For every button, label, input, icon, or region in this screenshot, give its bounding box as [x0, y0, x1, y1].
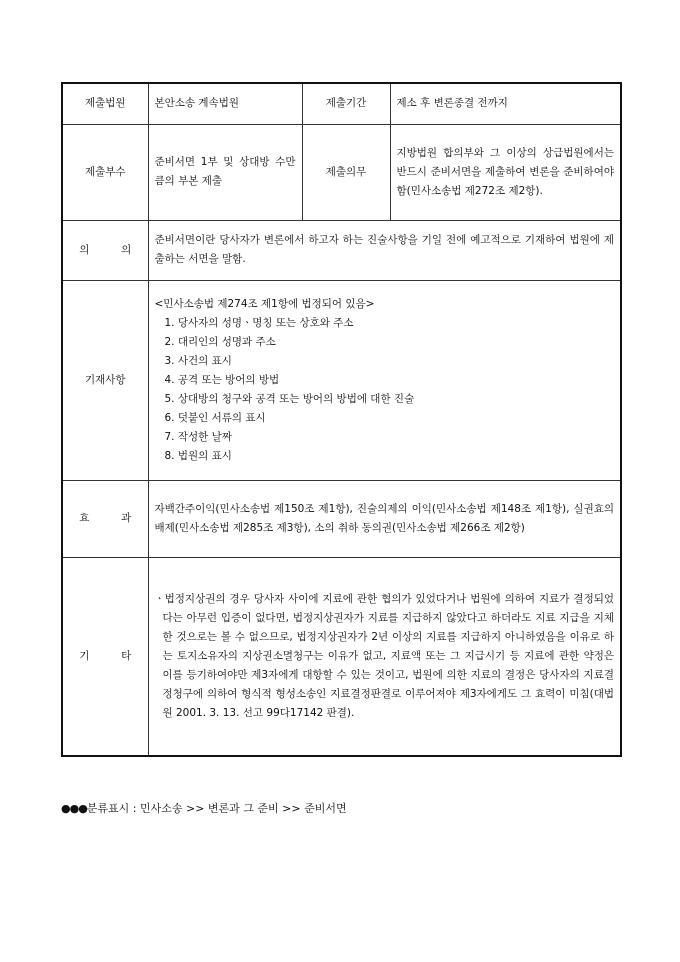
row-other — [62, 557, 621, 756]
label-obligation: 제출의무 — [302, 124, 390, 220]
row-copies — [62, 124, 621, 220]
info-table — [61, 82, 622, 757]
label-entries: 기재사항 — [62, 280, 148, 480]
row-court — [62, 83, 621, 124]
entries-heading: <민사소송법 제274조 제1항에 법정되어 있음> — [154, 297, 375, 310]
classification-footer — [61, 800, 347, 816]
entries-item: 7. 작성한 날짜 — [164, 430, 232, 443]
row-meaning — [62, 220, 621, 280]
label-meaning: 의 의 — [79, 243, 132, 256]
value-obligation: 지방법원 합의부와 그 이상의 상급법원에서는 반드시 준비서면을 제출하여 변론을 준비하여야 함(민사소송법 제272조 제2항). — [390, 124, 621, 220]
label-deadline: 제출기간 — [302, 83, 390, 124]
entries-item: 6. 덧붙인 서류의 표시 — [164, 411, 266, 424]
row-effect — [62, 480, 621, 557]
label-copies: 제출부수 — [62, 124, 148, 220]
value-entries — [148, 280, 621, 480]
row-entries — [62, 280, 621, 480]
value-other: ㆍ법정지상권의 경우 당사자 사이에 지료에 관한 협의가 있었다거나 법원에 의하여 지료가 결정되었다는 아무런 입증이 없다면, 법정지상권자가 지료를 지급하지 않았다고 하더라도 지료 지급을 지체한 것으로는 볼 수 없으므로, 법정지상권자가 2년 이상의 지료를 지급하지 아니하였음을 이유로 하는 토지소유자의 지상권소멸청구는 이유가 없고, 지료액 또는 그 지급시기 등 지료에 관한 약정은 이를 등기하여야만 제3자에게 대항할 수 있는 것이고, 법원에 의한 지료의 결정은 당사자의 지료결정청구에 의하여 형식적 형성소송인 지료결정판결로 이루어져야 제3자에게도 그 효력이 미침(대법원 2001. 3. 13. 선고 99다17142 판결). — [154, 592, 614, 719]
value-meaning: 준비서면이란 당사자가 변론에서 하고자 하는 진술사항을 기일 전에 예고적으로 기재하여 법원에 제출하는 서면을 말함. — [148, 220, 621, 280]
bullet-icon: ●●● — [61, 802, 87, 815]
label-effect: 효 과 — [79, 512, 132, 524]
value-copies: 준비서면 1부 및 상대방 수만큼의 부본 제출 — [148, 124, 302, 220]
entries-item: 1. 당사자의 성명ㆍ명칭 또는 상호와 주소 — [164, 316, 354, 329]
label-court: 제출법원 — [62, 83, 148, 124]
entries-list — [155, 314, 615, 466]
value-effect: 자백간주이익(민사소송법 제150조 제1항), 진술의제의 이익(민사소송법 제148조 제1항), 실권효의 배제(민사소송법 제285조 제3항), 소의 취하 동의권(민사소송법 제266조 제2항) — [148, 480, 621, 557]
classification-text: 분류표시 : 민사소송 >> 변론과 그 준비 >> 준비서면 — [86, 802, 347, 815]
value-deadline: 제소 후 변론종결 전까지 — [390, 83, 621, 124]
entries-item: 3. 사건의 표시 — [164, 354, 232, 367]
label-other: 기 타 — [79, 649, 132, 662]
entries-item: 4. 공격 또는 방어의 방법 — [164, 373, 280, 386]
entries-item: 8. 법원의 표시 — [164, 449, 232, 462]
value-court: 본안소송 계속법원 — [148, 83, 302, 124]
entries-item: 5. 상대방의 청구와 공격 또는 방어의 방법에 대한 진술 — [164, 392, 415, 405]
entries-item: 2. 대리인의 성명과 주소 — [164, 335, 276, 348]
